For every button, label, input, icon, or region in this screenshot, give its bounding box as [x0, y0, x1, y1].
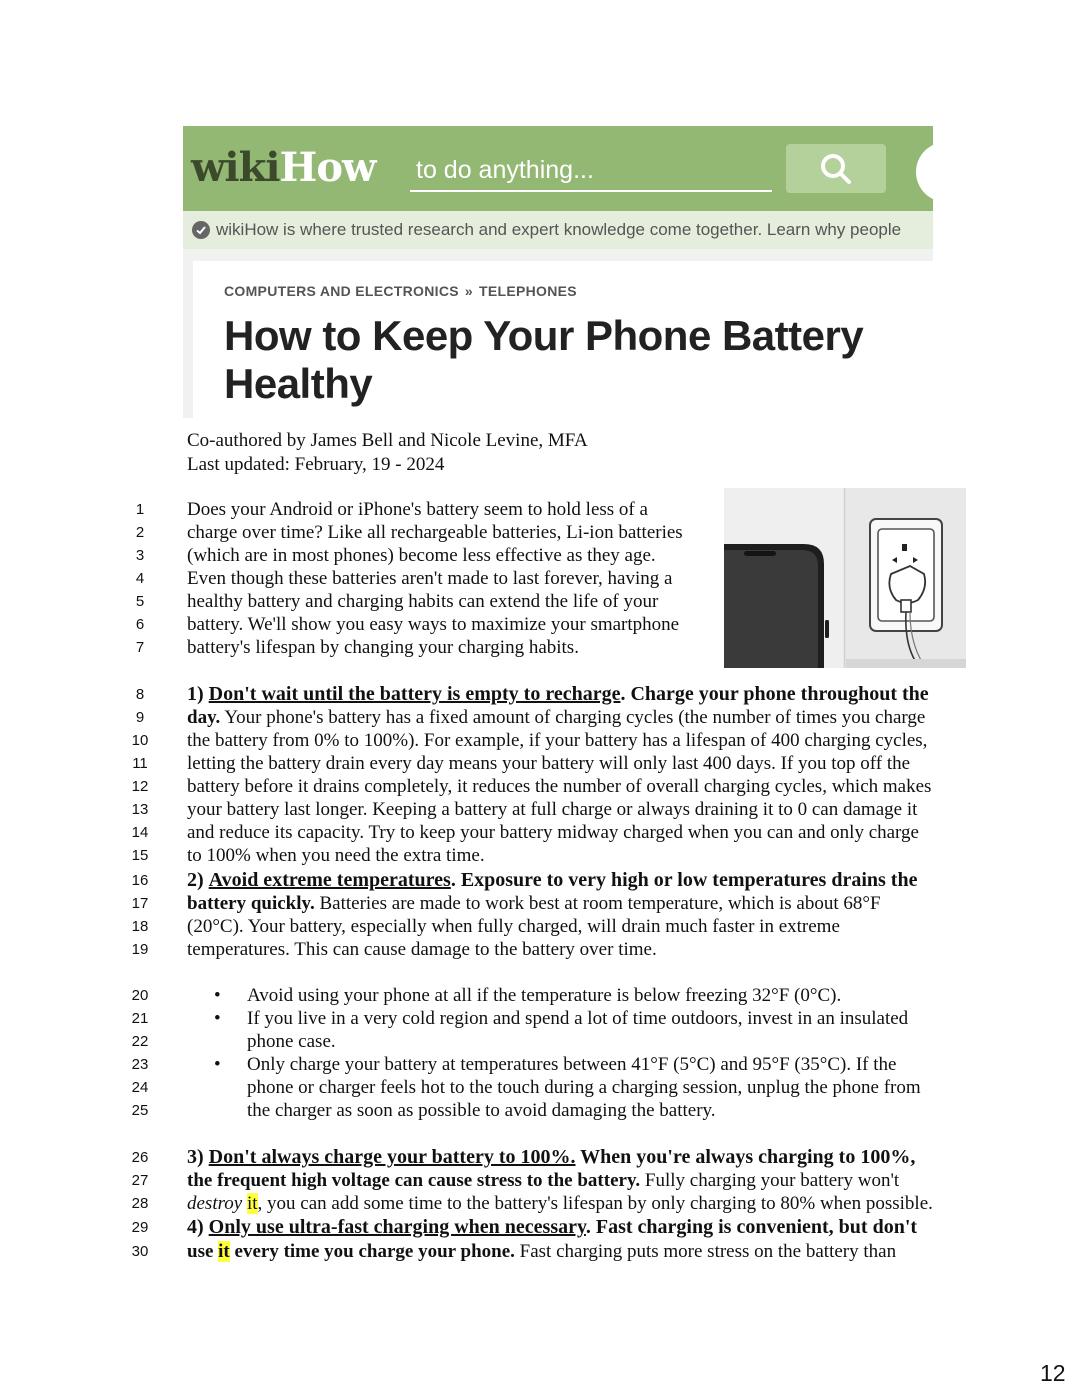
section-1-summary: . Charge your phone throughout the: [620, 683, 929, 705]
bullet-marker: •: [214, 1008, 221, 1029]
section-4-summary-start: use: [187, 1241, 219, 1262]
section-3-summary: When you're always charging to 100%,: [575, 1146, 916, 1168]
line-number: 30: [131, 1243, 149, 1260]
line-number: 11: [132, 755, 148, 772]
wikihow-logo[interactable]: [191, 144, 375, 191]
intro-line: battery's lifespan by changing your charging habits.: [187, 637, 579, 658]
section-1-text: Your phone's battery has a fixed amount of charging cycles (the number of times you charge: [220, 707, 926, 728]
bullet-item-continued: phone case.: [247, 1031, 336, 1052]
section-1-line: letting the battery drain every day means your battery will only last 400 days. If you top off the: [187, 753, 911, 774]
line-number: 26: [131, 1149, 149, 1166]
search-button[interactable]: [786, 144, 886, 193]
intro-line: Even though these batteries aren't made to last forever, having a: [187, 568, 673, 589]
battery-illustration: [724, 488, 966, 668]
line-number: 19: [131, 941, 149, 958]
logo-how: How: [279, 144, 376, 191]
avatar[interactable]: [916, 142, 933, 202]
page-title-line-1: How to Keep Your Phone Battery: [224, 312, 864, 359]
section-4-title: Only use ultra-fast charging when necessary: [208, 1216, 586, 1238]
intro-line: charge over time? Like all rechargeable batteries, Li-ion batteries: [187, 522, 683, 543]
section-1-title: Don't wait until the battery is empty to recharge: [208, 683, 621, 705]
section-1-number: 1): [187, 683, 204, 705]
section-2-heading: [187, 869, 917, 892]
line-number: 14: [131, 824, 149, 841]
section-4-heading: [187, 1216, 917, 1239]
bullet-item: Only charge your battery at temperatures between 41°F (5°C) and 95°F (35°C). If the: [247, 1054, 897, 1075]
section-2-line: temperatures. This can cause damage to the battery over time.: [187, 939, 657, 960]
line-number: 21: [131, 1010, 149, 1027]
section-4-summary: . Fast charging is convenient, but don't: [585, 1216, 918, 1238]
section-2-line: [187, 892, 881, 915]
line-number: 22: [131, 1033, 149, 1050]
line-number: 9: [135, 709, 145, 726]
page-title: [224, 312, 924, 408]
bullet-marker: •: [214, 1054, 221, 1075]
trust-banner-text[interactable]: wikiHow is where trusted research and expert knowledge come together. Learn why people: [216, 220, 902, 239]
bullet-item-continued: the charger as soon as possible to avoid damaging the battery.: [247, 1100, 716, 1121]
section-2-title: Avoid extreme temperatures: [208, 869, 451, 891]
phone-illustration: [724, 544, 829, 668]
page-number: 12: [1040, 1360, 1066, 1386]
line-number: 8: [135, 686, 145, 703]
intro-line: battery. We'll show you easy ways to maximize your smartphone: [187, 614, 680, 635]
section-1-line: to 100% when you need the extra time.: [187, 845, 485, 866]
line-number: 16: [131, 872, 149, 889]
section-2-summary: . Exposure to very high or low temperatures drains the: [450, 869, 918, 891]
line-number: 4: [135, 570, 145, 587]
search-box: [410, 150, 772, 192]
bullet-item-continued: phone or charger feels hot to the touch during a charging session, unplug the phone from: [247, 1077, 921, 1098]
line-number: 17: [131, 895, 149, 912]
section-1-line: your battery last longer. Keeping a battery at full charge or always draining it to 0 can damage it: [187, 799, 918, 820]
breadcrumb-separator: »: [464, 283, 473, 299]
section-1-summary-end: day.: [187, 707, 221, 728]
line-number: 28: [131, 1195, 149, 1212]
line-number: 20: [131, 987, 149, 1004]
section-2-text: Batteries are made to work best at room temperature, which is about 68°F: [314, 893, 881, 914]
section-3-line: [187, 1169, 899, 1192]
line-number: 29: [131, 1219, 149, 1236]
section-4-number: 4): [187, 1216, 204, 1238]
section-2-summary-end: battery quickly.: [187, 893, 315, 914]
line-number: 27: [131, 1172, 149, 1189]
line-number: 13: [131, 801, 149, 818]
line-number: 15: [131, 847, 149, 864]
search-icon: [819, 152, 853, 186]
section-4-line: [187, 1240, 896, 1263]
line-number: 1: [135, 501, 145, 518]
bullet-item: If you live in a very cold region and spend a lot of time outdoors, invest in an insulated: [247, 1008, 909, 1029]
line-number: 3: [135, 547, 145, 564]
section-1-line: [187, 706, 925, 729]
section-4-text: Fast charging puts more stress on the battery than: [514, 1241, 897, 1262]
section-3-number: 3): [187, 1146, 204, 1168]
section-3-text: Fully charging your battery won't: [640, 1170, 900, 1191]
section-3-italic: destroy: [187, 1193, 243, 1214]
trust-banner: [183, 211, 933, 249]
section-4-summary-end: every time you charge your phone.: [229, 1241, 515, 1262]
line-number: 6: [135, 616, 145, 633]
breadcrumb: [224, 283, 577, 299]
section-1-line: the battery from 0% to 100%). For example, if your battery has a lifespan of 400 charging cycles,: [187, 730, 928, 751]
section-3-heading: [187, 1146, 915, 1169]
section-1-line: battery before it drains completely, it reduces the number of overall charging cycles, which makes: [187, 776, 932, 797]
check-circle-icon: [192, 221, 210, 239]
line-number: 25: [131, 1102, 149, 1119]
highlighted-word: it: [246, 1193, 258, 1214]
page-title-line-2: Healthy: [224, 360, 373, 407]
breadcrumb-telephones[interactable]: TELEPHONES: [478, 283, 577, 299]
bullet-item: Avoid using your phone at all if the temperature is below freezing 32°F (0°C).: [247, 985, 842, 1006]
line-number: 23: [131, 1056, 149, 1073]
line-number: 7: [135, 639, 145, 656]
section-3-line: [187, 1192, 933, 1215]
section-3-summary-end: the frequent high voltage can cause stress to the battery.: [187, 1170, 641, 1191]
line-number: 5: [135, 593, 145, 610]
bullet-marker: •: [214, 985, 221, 1006]
intro-line: healthy battery and charging habits can extend the life of your: [187, 591, 659, 612]
search-input[interactable]: [410, 150, 772, 190]
highlighted-word: it: [218, 1241, 230, 1262]
section-2-line: (20°C). Your battery, especially when fully charged, will drain much faster in extreme: [187, 916, 840, 937]
line-number: 2: [135, 524, 145, 541]
intro-line: Does your Android or iPhone's battery seem to hold less of a: [187, 499, 648, 520]
line-number: 18: [131, 918, 149, 935]
line-number: 12: [131, 778, 149, 795]
wikihow-screenshot: [183, 126, 933, 418]
breadcrumb-computers[interactable]: COMPUTERS AND ELECTRONICS: [224, 283, 459, 299]
section-1-line: and reduce its capacity. Try to keep your battery midway charged when you can and only charge: [187, 822, 919, 843]
line-number: 10: [131, 732, 149, 749]
section-2-number: 2): [187, 869, 204, 891]
line-number: 24: [131, 1079, 149, 1096]
byline-authors: Co-authored by James Bell and Nicole Levine, MFA: [187, 430, 588, 451]
section-3-title: Don't always charge your battery to 100%.: [208, 1146, 576, 1168]
intro-line: (which are in most phones) become less effective as they age.: [187, 545, 656, 566]
byline-updated: Last updated: February, 19 - 2024: [187, 454, 445, 475]
section-1-heading: [187, 683, 929, 706]
wikihow-header: [183, 126, 933, 211]
section-3-text-end: , you can add some time to the battery's lifespan by only charging to 80% when possible.: [257, 1193, 933, 1214]
logo-wiki: wiki: [191, 144, 280, 191]
